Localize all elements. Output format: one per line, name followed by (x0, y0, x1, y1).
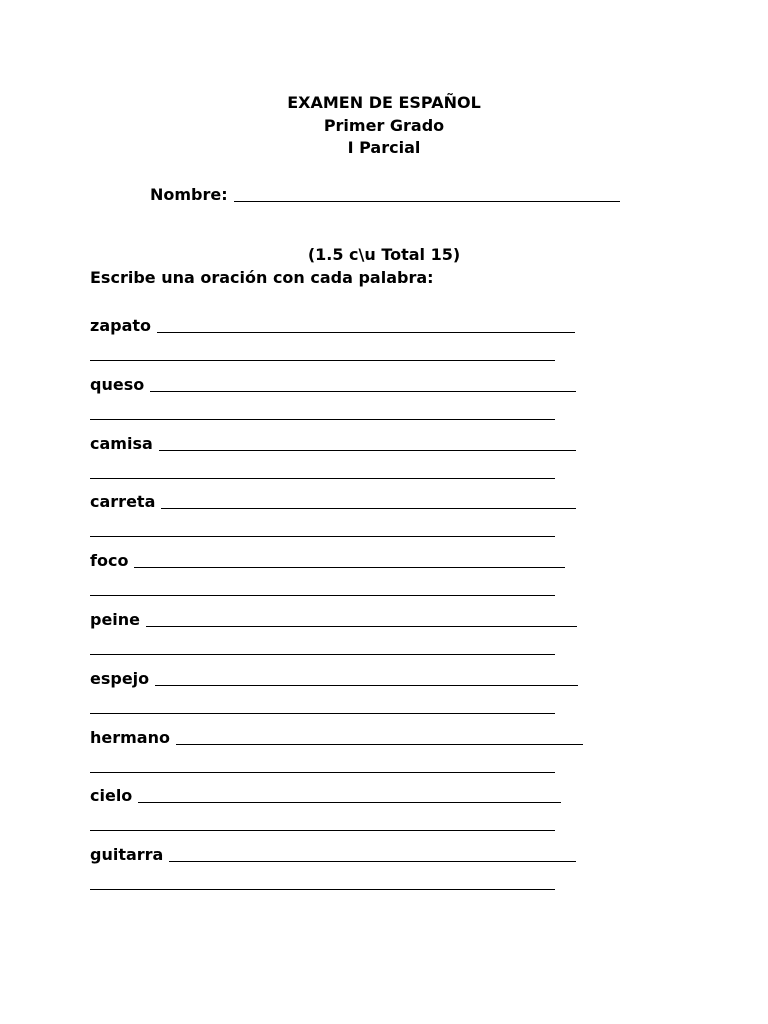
word-label: camisa (90, 433, 153, 453)
word-item (90, 842, 576, 901)
answer-line-continued[interactable] (90, 360, 555, 361)
answer-line[interactable] (134, 567, 565, 568)
answer-line-continued[interactable] (90, 772, 555, 773)
word-label: carreta (90, 492, 156, 512)
word-item (90, 725, 583, 784)
answer-line-continued[interactable] (90, 419, 555, 420)
name-label: Nombre: (150, 185, 228, 204)
answer-line[interactable] (146, 626, 577, 627)
answer-line-continued[interactable] (90, 654, 555, 655)
word-item (90, 607, 577, 666)
answer-line-continued[interactable] (90, 478, 555, 479)
answer-line[interactable] (161, 508, 576, 509)
answer-line[interactable] (159, 450, 576, 451)
exam-header (0, 92, 768, 160)
answer-line[interactable] (157, 332, 575, 333)
answer-line[interactable] (176, 744, 583, 745)
answer-line[interactable] (138, 802, 561, 803)
name-field[interactable] (150, 182, 620, 204)
answer-line-continued[interactable] (90, 830, 555, 831)
word-label: peine (90, 609, 141, 629)
exam-grade: Primer Grado (323, 115, 445, 135)
exam-term: I Parcial (347, 138, 421, 157)
word-item (90, 431, 576, 490)
word-label: guitarra (90, 845, 164, 865)
word-item (90, 372, 576, 431)
word-item (90, 783, 561, 842)
answer-line[interactable] (155, 685, 578, 686)
word-label: cielo (90, 786, 133, 806)
answer-line-continued[interactable] (90, 713, 555, 714)
answer-line[interactable] (169, 861, 576, 862)
answer-line[interactable] (150, 391, 576, 392)
answer-line-continued[interactable] (90, 536, 555, 537)
word-label: zapato (90, 316, 151, 335)
word-item (90, 548, 565, 607)
points-note: (1.5 c\u Total 15) (307, 245, 461, 264)
answer-line-continued[interactable] (90, 595, 555, 596)
word-item (90, 666, 578, 725)
word-label: espejo (90, 668, 150, 688)
word-label: foco (90, 551, 129, 571)
exam-title: EXAMEN DE ESPAÑOL (287, 93, 481, 112)
word-item (90, 313, 575, 372)
word-label: queso (90, 374, 145, 394)
instructions: Escribe una oración con cada palabra: (90, 268, 434, 287)
word-item (90, 489, 576, 548)
word-label: hermano (90, 727, 170, 747)
answer-line-continued[interactable] (90, 889, 555, 890)
name-blank-line[interactable] (234, 201, 620, 202)
word-list (90, 313, 590, 901)
